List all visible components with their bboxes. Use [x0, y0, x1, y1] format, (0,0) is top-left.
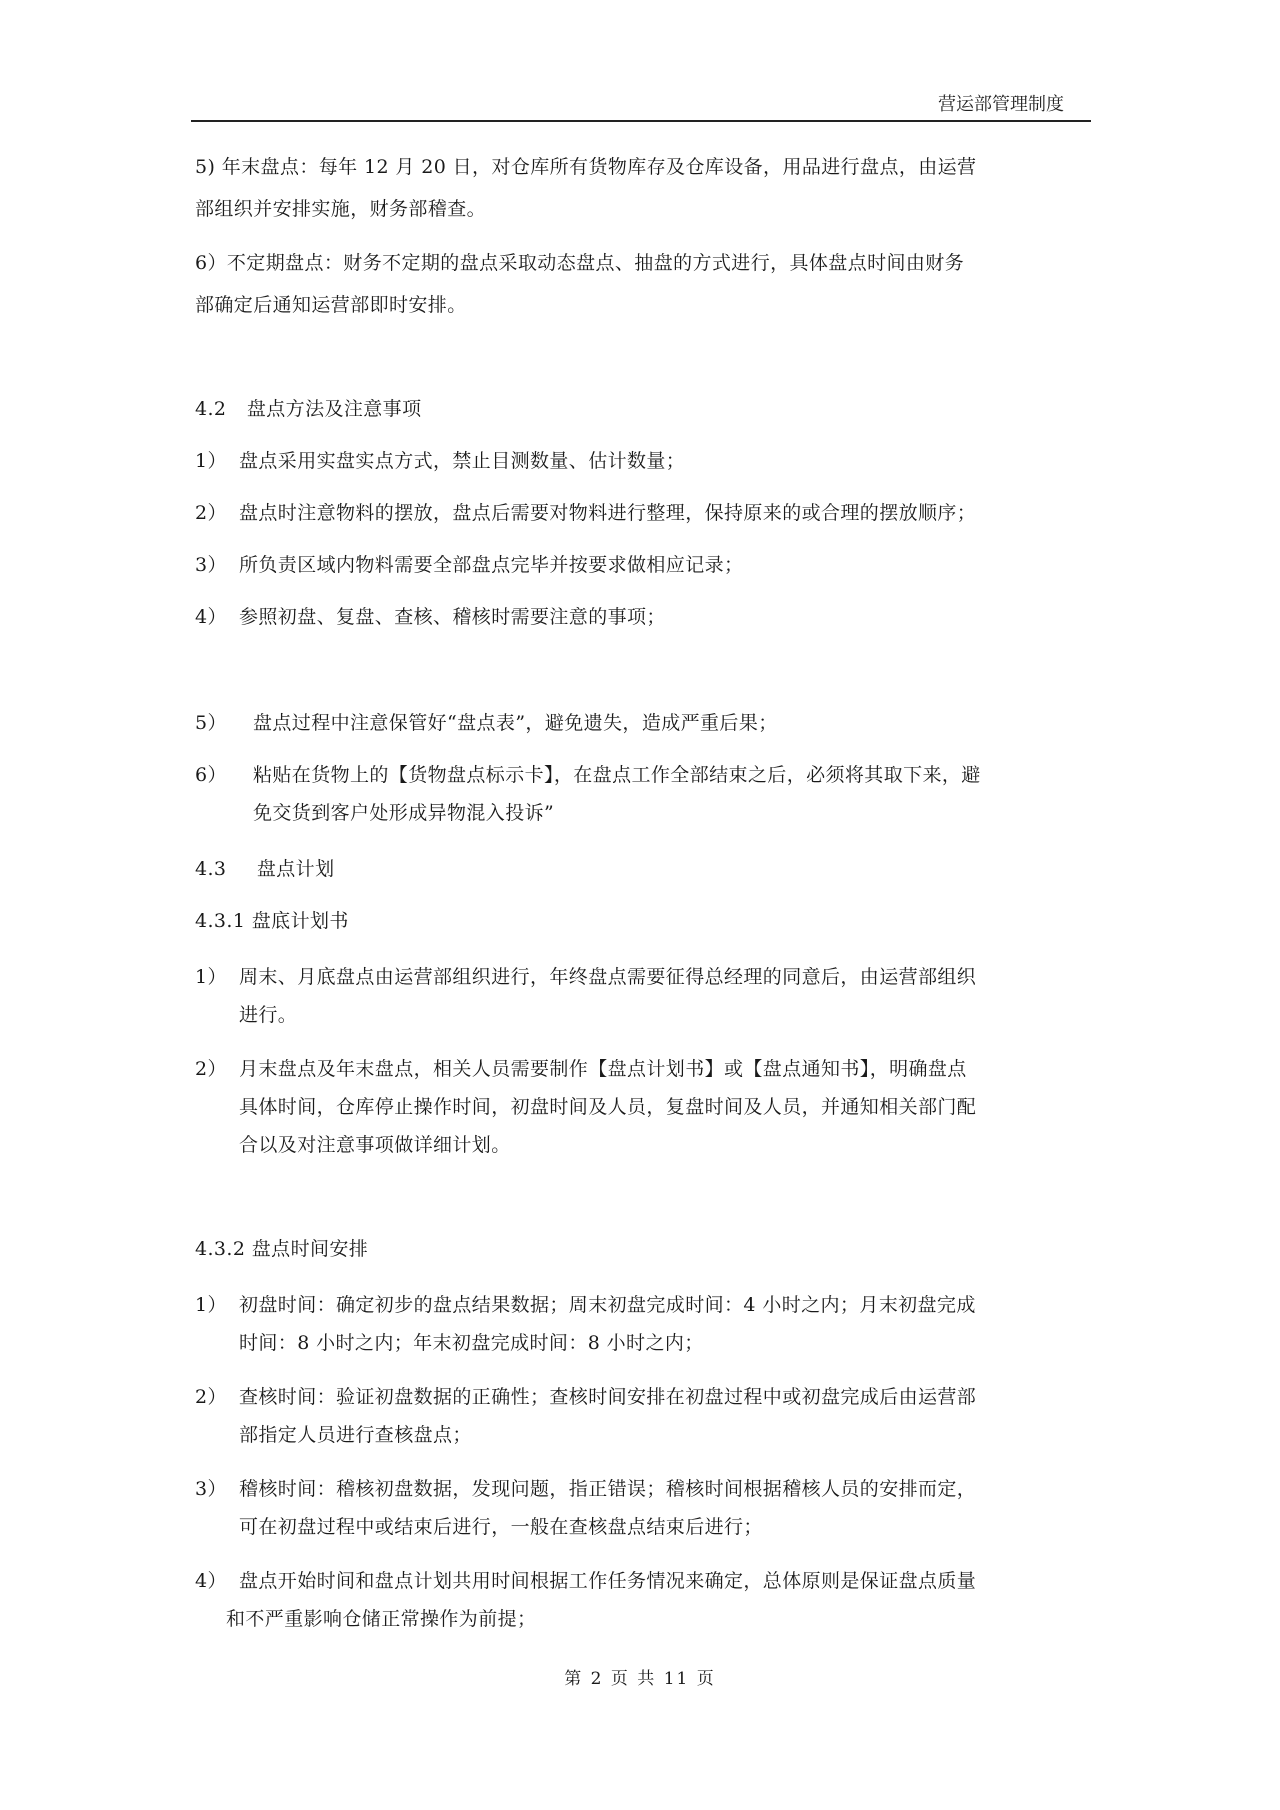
list-item-continuation: 进行。 [239, 1004, 298, 1026]
section-4-2-heading [195, 392, 421, 426]
paragraph-irregular-line2: 部确定后通知运营部即时安排。 [195, 294, 467, 316]
list-item: 4） 参照初盘、复盘、查核、稽核时需要注意的事项； [195, 606, 666, 628]
section-4-3-heading [195, 852, 334, 886]
list-item-continuation: 免交货到客户处形成异物混入投诉” [253, 802, 555, 824]
section-title: 盘点方法及注意事项 [246, 398, 422, 420]
list-item-continuation: 可在初盘过程中或结束后进行，一般在查核盘点结束后进行； [239, 1516, 763, 1538]
list-item: 3） 稽核时间：稽核初盘数据，发现问题，指正错误；稽核时间根据稽核人员的安排而定， [195, 1478, 977, 1500]
paragraph-year-end-line1: 5) 年末盘点：每年 12 月 20 日，对仓库所有货物库存及仓库设备，用品进行盘点，由运营 [195, 156, 977, 178]
list-item-continuation: 时间：8 小时之内；年末初盘完成时间：8 小时之内； [239, 1332, 704, 1354]
list-item: 2） 盘点时注意物料的摆放，盘点后需要对物料进行整理，保持原来的或合理的摆放顺序； [195, 502, 977, 524]
section-4-3-2-heading: 4.3.2 盘点时间安排 [195, 1238, 369, 1260]
list-item-continuation: 部指定人员进行查核盘点； [239, 1424, 472, 1446]
header-divider [191, 120, 1091, 122]
list-item: 2） 月末盘点及年末盘点，相关人员需要制作【盘点计划书】或【盘点通知书】，明确盘点 [195, 1058, 967, 1080]
list-item: 2） 查核时间：验证初盘数据的正确性；查核时间安排在初盘过程中或初盘完成后由运营部 [195, 1386, 977, 1408]
list-item-continuation: 具体时间，仓库停止操作时间，初盘时间及人员，复盘时间及人员，并通知相关部门配 [239, 1096, 977, 1118]
section-number: 4.3 [195, 858, 227, 880]
list-item: 1） 周末、月底盘点由运营部组织进行，年终盘点需要征得总经理的同意后，由运营部组织 [195, 966, 977, 988]
list-item: 1） 盘点采用实盘实点方式，禁止目测数量、估计数量； [195, 450, 686, 472]
list-item-continuation: 和不严重影响仓储正常操作为前提； [226, 1608, 537, 1630]
section-4-3-1-heading: 4.3.1 盘底计划书 [195, 910, 349, 932]
list-item-continuation: 合以及对注意事项做详细计划。 [239, 1134, 511, 1156]
paragraph-irregular-line1: 6）不定期盘点：财务不定期的盘点采取动态盘点、抽盘的方式进行，具体盘点时间由财务 [195, 252, 965, 274]
header-title: 营运部管理制度 [938, 94, 1064, 115]
list-item: 1） 初盘时间：确定初步的盘点结果数据；周末初盘完成时间：4 小时之内；月末初盘完成 [195, 1294, 976, 1316]
list-item: 5） 盘点过程中注意保管好“盘点表”，避免遗失，造成严重后果； [195, 712, 778, 734]
list-item: 3） 所负责区域内物料需要全部盘点完毕并按要求做相应记录； [195, 554, 744, 576]
list-item: 6） 粘贴在货物上的【货物盘点标示卡】，在盘点工作全部结束之后，必须将其取下来，避 [195, 764, 981, 786]
section-number: 4.2 [195, 398, 227, 420]
section-title: 盘点计划 [256, 858, 335, 880]
page-number-footer: 第 2 页 共 11 页 [564, 1669, 716, 1689]
paragraph-year-end-line2: 部组织并安排实施，财务部稽查。 [195, 198, 487, 220]
list-item: 4） 盘点开始时间和盘点计划共用时间根据工作任务情况来确定，总体原则是保证盘点质量 [195, 1570, 977, 1592]
